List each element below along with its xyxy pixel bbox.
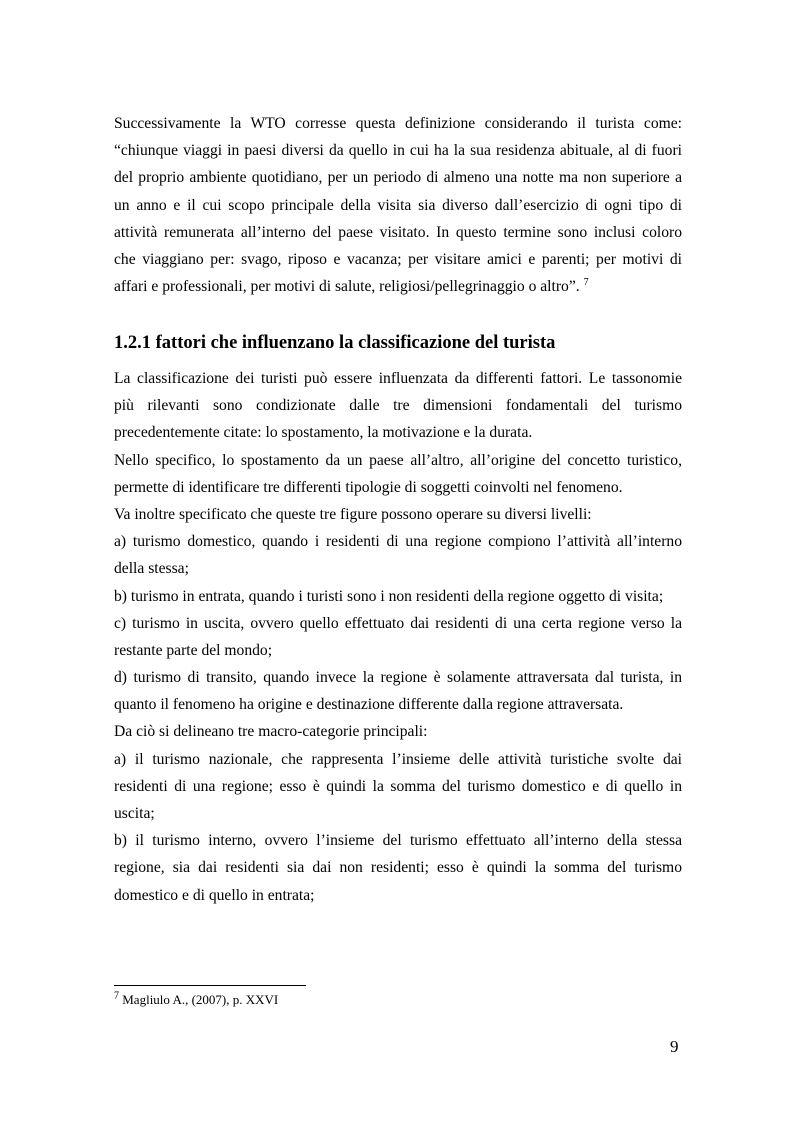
text-line: un anno e il cui scopo principale della visita sia diverso dall’esercizio di ogni tipo di	[114, 196, 682, 214]
footnote-number: 7	[114, 990, 119, 1002]
text-line: Successivamente la WTO corresse questa definizione considerando il turista come:	[114, 115, 682, 132]
text-line: regione, sia dai residenti sia dai non residenti; esso è quindi la somma del turismo	[114, 859, 682, 877]
page-number: 9	[670, 1037, 679, 1056]
text-line: Nello specifico, lo spostamento da un paese all’altro, all’origine del concetto turistico,	[114, 451, 682, 469]
text-line: attività remunerata all’interno del paese visitato. In questo termine sono inclusi coloro	[114, 223, 682, 241]
text-line: che viaggiano per: svago, riposo e vacanza; per visitare amici e parenti; per motivi di	[114, 250, 682, 268]
footnote-separator	[114, 985, 306, 986]
text-line: restante parte del mondo;	[114, 641, 273, 659]
footnote-text: Magliulo A., (2007), p. XXVI	[122, 992, 279, 1007]
text-line: più rilevanti sono condizionate dalle tre dimensioni fondamentali del turismo	[114, 397, 682, 415]
text-line: del proprio ambiente quotidiano, per un periodo di almeno una notte ma non superiore a	[114, 169, 682, 187]
intro-paragraph	[114, 110, 682, 300]
text-line: affari e professionali, per motivi di salute, religiosi/pellegrinaggio o altro”.	[114, 278, 580, 296]
text-line: a) il turismo nazionale, che rappresenta l’insieme delle attività turistiche svolte dai	[114, 750, 682, 768]
text-line: c) turismo in uscita, ovvero quello effettuato dai residenti di una certa regione verso la	[114, 614, 682, 632]
text-line: residenti di una regione; esso è quindi la somma del turismo domestico e di quello in	[114, 777, 682, 795]
text-line: Va inoltre specificato che queste tre figure possono operare su diversi livelli:	[114, 505, 592, 523]
text-line: a) turismo domestico, quando i residenti di una regione compiono l’attività all’interno	[114, 533, 682, 551]
text-line: b) turismo in entrata, quando i turisti sono i non residenti della regione oggetto di visita;	[114, 587, 664, 605]
footnote-reference: 7	[583, 276, 589, 288]
text-line: Da ciò si delineano tre macro-categorie principali:	[114, 723, 428, 741]
footnote	[114, 992, 278, 1008]
text-line: uscita;	[114, 805, 155, 822]
text-line: precedentemente citate: lo spostamento, la motivazione e la durata.	[114, 424, 533, 442]
section-body	[114, 365, 682, 909]
section-heading: 1.2.1 fattori che influenzano la classificazione del turista	[114, 333, 556, 353]
text-line: b) il turismo interno, ovvero l’insieme del turismo effettuato all’interno della stessa	[114, 832, 682, 850]
text-line: “chiunque viaggi in paesi diversi da quello in cui ha la sua residenza abituale, al di fuori	[114, 142, 682, 160]
text-line-with-footnote	[114, 273, 682, 300]
text-line: permette di identificare tre differenti tipologie di soggetti coinvolti nel fenomeno.	[114, 478, 623, 496]
text-line: della stessa;	[114, 560, 189, 578]
text-line: quanto il fenomeno ha origine e destinazione differente dalla regione attraversata.	[114, 696, 624, 714]
text-line: d) turismo di transito, quando invece la regione è solamente attraversata dal turista, in	[114, 669, 682, 687]
text-line: La classificazione dei turisti può essere influenzata da differenti fattori. Le tassonomie	[114, 370, 682, 387]
text-line: domestico e di quello in entrata;	[114, 886, 315, 904]
